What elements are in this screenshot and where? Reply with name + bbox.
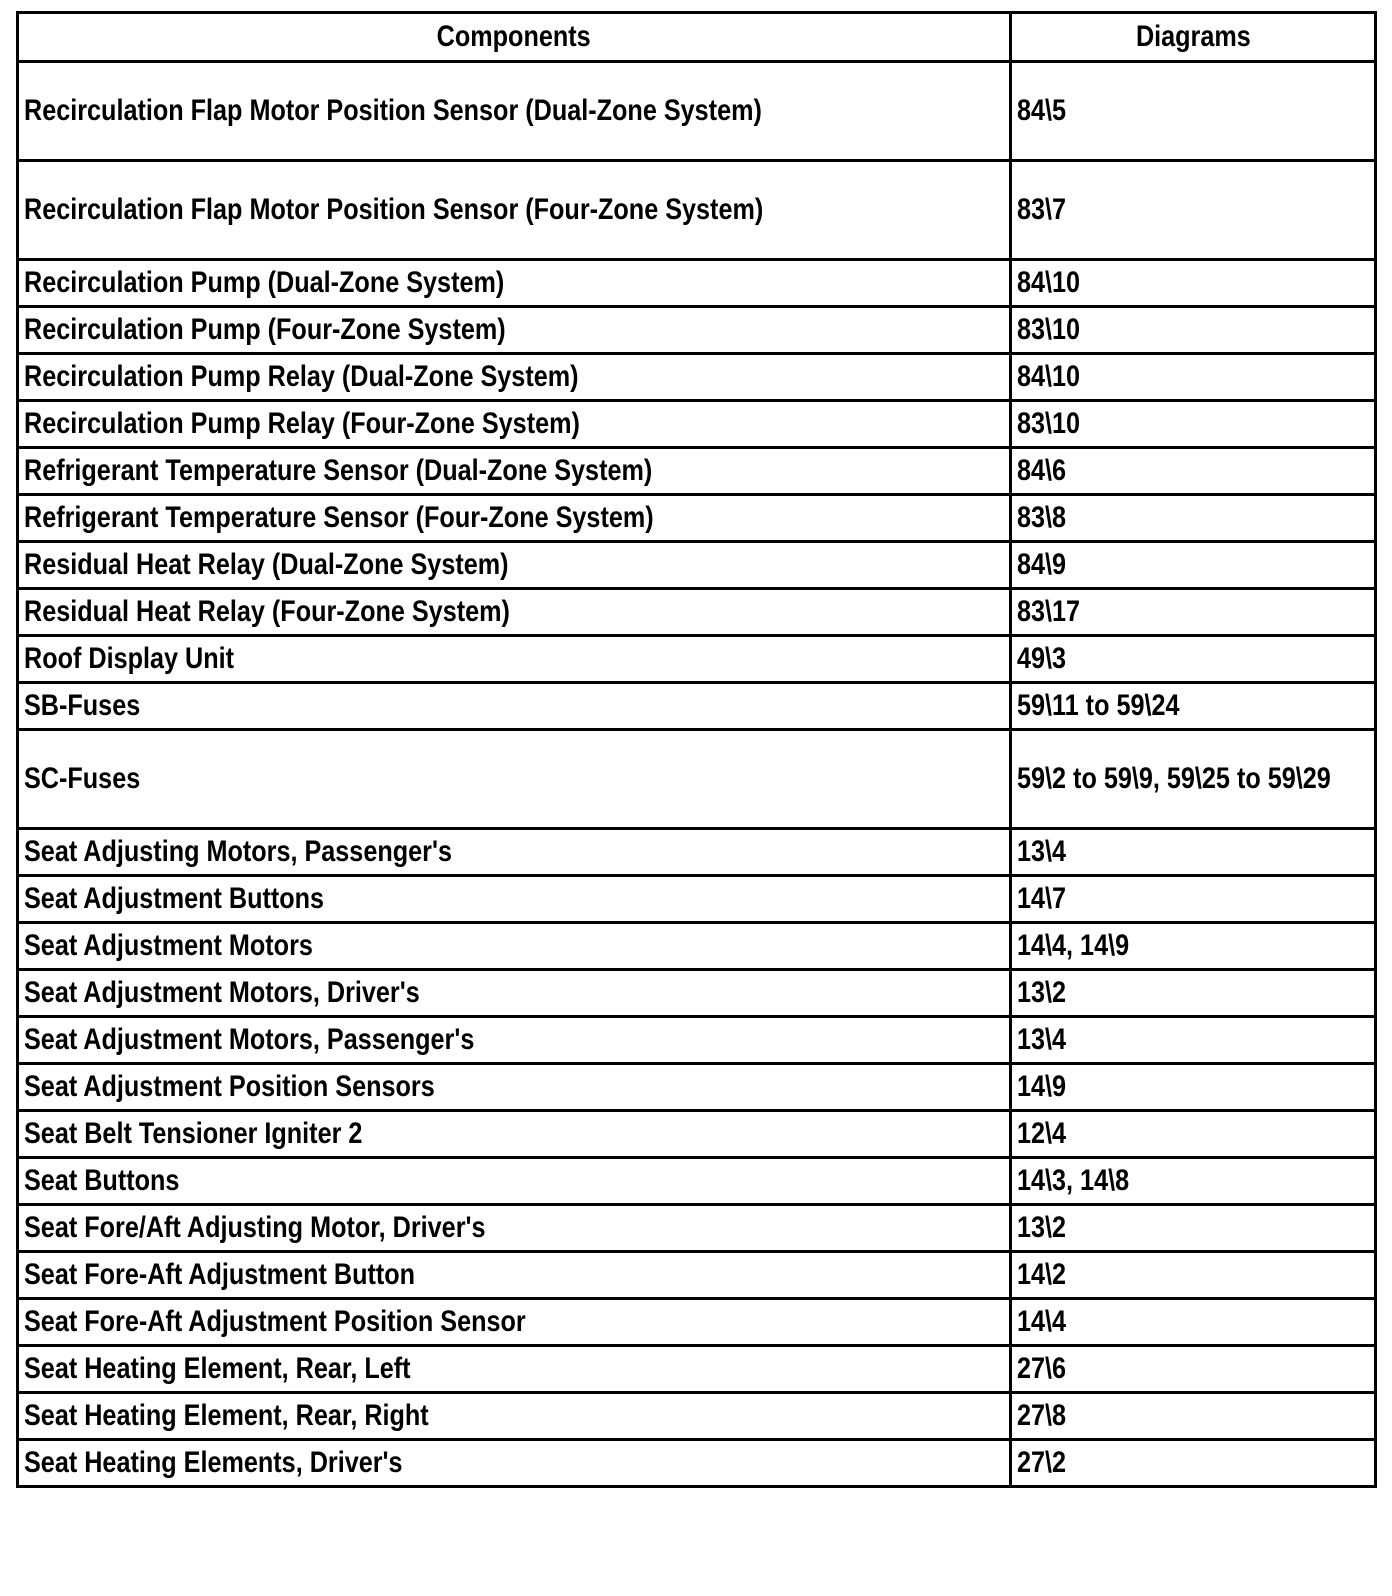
diagram-cell: [1011, 730, 1376, 829]
component-cell: [18, 307, 1011, 354]
component-name: Seat Belt Tensioner Igniter 2: [24, 1117, 363, 1150]
component-name: Recirculation Flap Motor Position Sensor (Four-Zone System): [24, 193, 764, 226]
diagram-ref: 13\4: [1017, 1023, 1067, 1056]
component-name: Recirculation Pump (Four-Zone System): [24, 313, 506, 346]
component-name: Roof Display Unit: [24, 642, 235, 675]
component-name: Seat Heating Elements, Driver's: [24, 1446, 403, 1479]
table-row: [18, 1299, 1376, 1346]
diagram-cell: [1011, 260, 1376, 307]
diagrams-header-label: Diagrams: [1135, 20, 1251, 53]
diagram-cell: [1011, 354, 1376, 401]
table-row: [18, 589, 1376, 636]
diagram-cell: [1011, 970, 1376, 1017]
diagram-cell: [1011, 1111, 1376, 1158]
component-name: Residual Heat Relay (Four-Zone System): [24, 595, 510, 628]
component-name: Seat Heating Element, Rear, Right: [24, 1399, 429, 1432]
component-name: SC-Fuses: [24, 762, 141, 795]
table-row: [18, 401, 1376, 448]
component-cell: [18, 161, 1011, 260]
component-name: Seat Fore/Aft Adjusting Motor, Driver's: [24, 1211, 486, 1244]
component-name: Seat Adjustment Motors, Driver's: [24, 976, 420, 1009]
component-name: SB-Fuses: [24, 689, 141, 722]
diagram-cell: [1011, 1205, 1376, 1252]
table-row: [18, 62, 1376, 161]
diagram-ref: 84\6: [1017, 454, 1067, 487]
component-name: Refrigerant Temperature Sensor (Four-Zone System): [24, 501, 654, 534]
table-row: [18, 1346, 1376, 1393]
diagram-ref: 84\9: [1017, 548, 1067, 581]
table-row: [18, 1393, 1376, 1440]
component-cell: [18, 1064, 1011, 1111]
component-cell: [18, 970, 1011, 1017]
diagrams-column-header: [1011, 13, 1376, 62]
header-row: [18, 13, 1376, 62]
table-row: [18, 542, 1376, 589]
components-header-label: Components: [436, 20, 591, 53]
diagram-cell: [1011, 636, 1376, 683]
component-cell: [18, 876, 1011, 923]
table-row: [18, 923, 1376, 970]
diagram-ref: 84\10: [1017, 360, 1081, 393]
diagram-ref: 83\7: [1017, 193, 1067, 226]
diagram-ref: 12\4: [1017, 1117, 1067, 1150]
diagram-cell: [1011, 1064, 1376, 1111]
component-cell: [18, 542, 1011, 589]
diagram-cell: [1011, 1158, 1376, 1205]
table-row: [18, 1252, 1376, 1299]
diagram-cell: [1011, 1393, 1376, 1440]
table-row: [18, 1111, 1376, 1158]
table-row: [18, 161, 1376, 260]
diagram-ref: 83\8: [1017, 501, 1067, 534]
table-row: [18, 495, 1376, 542]
diagram-cell: [1011, 1252, 1376, 1299]
diagram-cell: [1011, 876, 1376, 923]
table-row: [18, 829, 1376, 876]
component-cell: [18, 1299, 1011, 1346]
component-cell: [18, 62, 1011, 161]
diagram-cell: [1011, 923, 1376, 970]
component-cell: [18, 401, 1011, 448]
diagram-ref: 13\2: [1017, 976, 1067, 1009]
diagram-ref: 59\11 to 59\24: [1017, 689, 1180, 722]
table-row: [18, 636, 1376, 683]
table-row: [18, 448, 1376, 495]
component-cell: [18, 260, 1011, 307]
diagram-ref: 14\4: [1017, 1305, 1067, 1338]
component-name: Seat Buttons: [24, 1164, 180, 1197]
diagram-ref: 13\2: [1017, 1211, 1067, 1244]
table-row: [18, 970, 1376, 1017]
diagram-cell: [1011, 401, 1376, 448]
component-cell: [18, 448, 1011, 495]
component-cell: [18, 683, 1011, 730]
diagram-cell: [1011, 161, 1376, 260]
table-row: [18, 730, 1376, 829]
component-cell: [18, 1017, 1011, 1064]
diagram-cell: [1011, 1299, 1376, 1346]
components-column-header: [18, 13, 1011, 62]
diagram-cell: [1011, 589, 1376, 636]
diagram-ref: 83\10: [1017, 313, 1081, 346]
diagram-ref: 27\2: [1017, 1446, 1067, 1479]
component-cell: [18, 1252, 1011, 1299]
diagram-ref: 27\8: [1017, 1399, 1067, 1432]
diagram-cell: [1011, 495, 1376, 542]
diagram-ref: 13\4: [1017, 835, 1067, 868]
diagram-cell: [1011, 1346, 1376, 1393]
diagram-ref: 84\5: [1017, 94, 1067, 127]
component-cell: [18, 1393, 1011, 1440]
table-row: [18, 260, 1376, 307]
component-name: Recirculation Pump (Dual-Zone System): [24, 266, 505, 299]
component-cell: [18, 1440, 1011, 1487]
table-row: [18, 1158, 1376, 1205]
diagram-cell: [1011, 62, 1376, 161]
component-name: Seat Fore-Aft Adjustment Button: [24, 1258, 416, 1291]
table-row: [18, 683, 1376, 730]
table-row: [18, 1440, 1376, 1487]
component-name: Recirculation Pump Relay (Dual-Zone System): [24, 360, 579, 393]
component-name: Recirculation Pump Relay (Four-Zone System): [24, 407, 580, 440]
component-name: Recirculation Flap Motor Position Sensor (Dual-Zone System): [24, 94, 762, 127]
component-name: Seat Adjusting Motors, Passenger's: [24, 835, 452, 868]
diagram-ref: 59\2 to 59\9, 59\25 to 59\29: [1017, 762, 1331, 795]
diagram-ref: 14\3, 14\8: [1017, 1164, 1130, 1197]
diagram-cell: [1011, 683, 1376, 730]
diagram-cell: [1011, 307, 1376, 354]
diagram-ref: 27\6: [1017, 1352, 1067, 1385]
component-name: Seat Adjustment Motors: [24, 929, 313, 962]
component-name: Seat Heating Element, Rear, Left: [24, 1352, 411, 1385]
table-row: [18, 307, 1376, 354]
component-cell: [18, 829, 1011, 876]
component-name: Seat Adjustment Position Sensors: [24, 1070, 435, 1103]
table-row: [18, 354, 1376, 401]
diagram-cell: [1011, 1017, 1376, 1064]
component-name: Seat Adjustment Motors, Passenger's: [24, 1023, 475, 1056]
diagram-cell: [1011, 829, 1376, 876]
component-name: Residual Heat Relay (Dual-Zone System): [24, 548, 509, 581]
component-name: Seat Fore-Aft Adjustment Position Sensor: [24, 1305, 526, 1338]
component-cell: [18, 1205, 1011, 1252]
table-row: [18, 876, 1376, 923]
diagram-ref: 14\9: [1017, 1070, 1067, 1103]
component-cell: [18, 1158, 1011, 1205]
component-cell: [18, 1346, 1011, 1393]
diagram-cell: [1011, 542, 1376, 589]
diagram-cell: [1011, 1440, 1376, 1487]
table-row: [18, 1064, 1376, 1111]
diagram-ref: 83\17: [1017, 595, 1081, 628]
component-cell: [18, 589, 1011, 636]
component-cell: [18, 636, 1011, 683]
diagram-ref: 84\10: [1017, 266, 1081, 299]
diagram-ref: 14\4, 14\9: [1017, 929, 1130, 962]
component-name: Seat Adjustment Buttons: [24, 882, 325, 915]
component-cell: [18, 1111, 1011, 1158]
table-row: [18, 1017, 1376, 1064]
component-cell: [18, 495, 1011, 542]
diagram-ref: 14\2: [1017, 1258, 1067, 1291]
component-name: Refrigerant Temperature Sensor (Dual-Zone System): [24, 454, 653, 487]
component-cell: [18, 923, 1011, 970]
diagram-ref: 14\7: [1017, 882, 1067, 915]
diagram-cell: [1011, 448, 1376, 495]
component-cell: [18, 354, 1011, 401]
diagram-ref: 49\3: [1017, 642, 1067, 675]
table-row: [18, 1205, 1376, 1252]
component-index-table: [16, 11, 1377, 1488]
diagram-ref: 83\10: [1017, 407, 1081, 440]
component-cell: [18, 730, 1011, 829]
